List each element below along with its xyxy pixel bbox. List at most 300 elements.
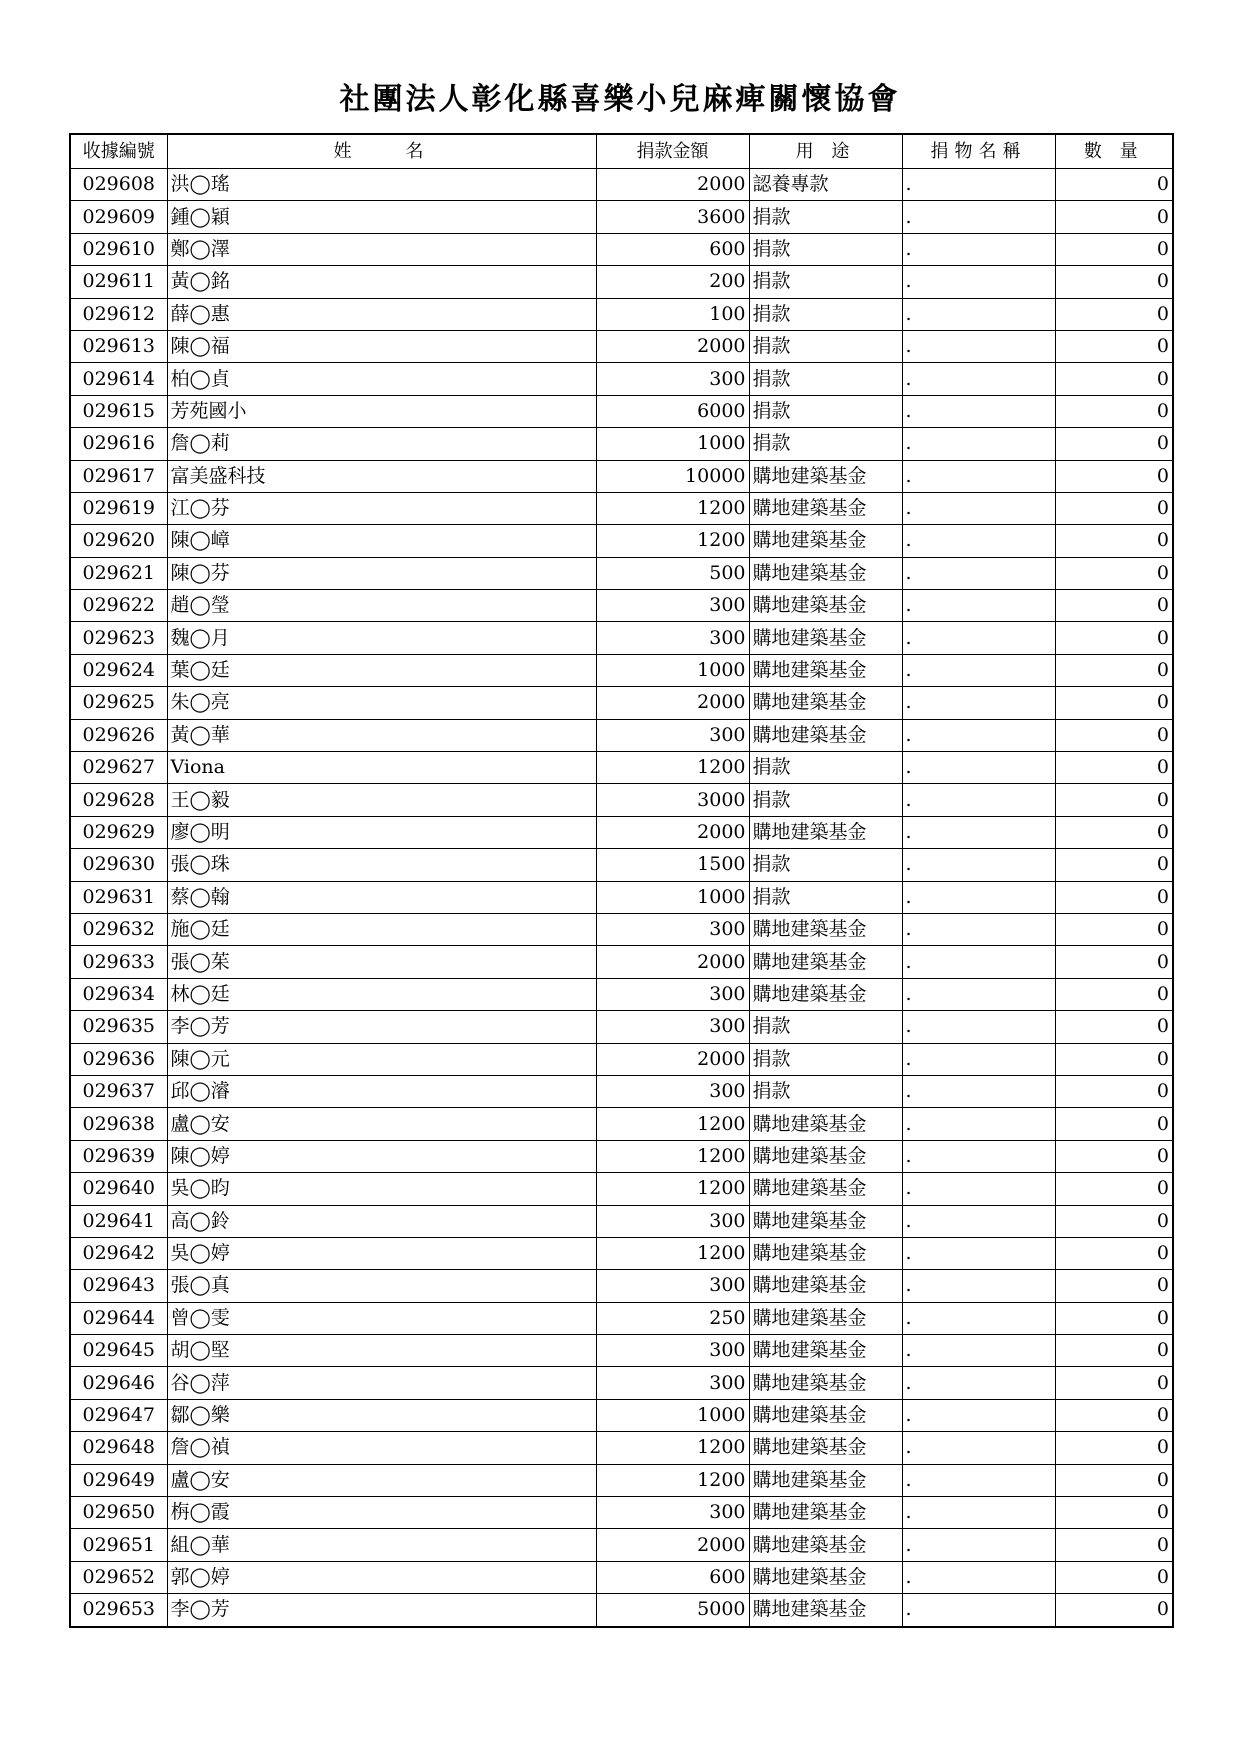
item-name-cell: . (902, 1011, 1055, 1043)
receipt-no-cell: 029646 (70, 1367, 167, 1399)
quantity-cell: 0 (1055, 784, 1173, 816)
quantity-cell: 0 (1055, 330, 1173, 362)
header-purpose: 用 途 (749, 134, 902, 169)
quantity-cell: 0 (1055, 525, 1173, 557)
quantity-cell: 0 (1055, 946, 1173, 978)
item-name-cell: . (902, 428, 1055, 460)
receipt-no-cell: 029629 (70, 816, 167, 848)
donor-name-cell: 王◯毅 (167, 784, 596, 816)
purpose-cell: 購地建築基金 (749, 492, 902, 524)
quantity-cell: 0 (1055, 913, 1173, 945)
amount-cell: 300 (596, 1270, 749, 1302)
receipt-no-cell: 029627 (70, 752, 167, 784)
header-item-name: 捐物名稱 (902, 134, 1055, 169)
table-row (70, 1367, 1173, 1399)
quantity-cell: 0 (1055, 233, 1173, 265)
quantity-cell: 0 (1055, 1464, 1173, 1496)
table-row (70, 1237, 1173, 1269)
purpose-cell: 購地建築基金 (749, 946, 902, 978)
item-name-cell: . (902, 363, 1055, 395)
receipt-no-cell: 029608 (70, 169, 167, 201)
donor-name-cell: 邱◯濬 (167, 1075, 596, 1107)
receipt-no-cell: 029626 (70, 719, 167, 751)
amount-cell: 300 (596, 1205, 749, 1237)
item-name-cell: . (902, 169, 1055, 201)
purpose-cell: 捐款 (749, 752, 902, 784)
donor-name-cell: 張◯珠 (167, 849, 596, 881)
donor-name-cell: 曾◯雯 (167, 1302, 596, 1334)
item-name-cell: . (902, 849, 1055, 881)
amount-cell: 300 (596, 590, 749, 622)
quantity-cell: 0 (1055, 590, 1173, 622)
item-name-cell: . (902, 1205, 1055, 1237)
quantity-cell: 0 (1055, 978, 1173, 1010)
purpose-cell: 購地建築基金 (749, 1302, 902, 1334)
receipt-no-cell: 029613 (70, 330, 167, 362)
amount-cell: 500 (596, 557, 749, 589)
item-name-cell: . (902, 1075, 1055, 1107)
item-name-cell: . (902, 266, 1055, 298)
receipt-no-cell: 029620 (70, 525, 167, 557)
table-row (70, 1529, 1173, 1561)
receipt-no-cell: 029648 (70, 1432, 167, 1464)
donor-name-cell: 黃◯華 (167, 719, 596, 751)
item-name-cell: . (902, 492, 1055, 524)
table-row (70, 978, 1173, 1010)
donor-name-cell: 張◯茱 (167, 946, 596, 978)
purpose-cell: 購地建築基金 (749, 1173, 902, 1205)
donor-name-cell: 吳◯昀 (167, 1173, 596, 1205)
amount-cell: 2000 (596, 1529, 749, 1561)
table-row (70, 1075, 1173, 1107)
table-row (70, 622, 1173, 654)
receipt-no-cell: 029609 (70, 201, 167, 233)
receipt-no-cell: 029652 (70, 1561, 167, 1593)
purpose-cell: 購地建築基金 (749, 1497, 902, 1529)
receipt-no-cell: 029621 (70, 557, 167, 589)
donor-name-cell: 陳◯婷 (167, 1140, 596, 1172)
item-name-cell: . (902, 687, 1055, 719)
item-name-cell: . (902, 1497, 1055, 1529)
quantity-cell: 0 (1055, 1205, 1173, 1237)
table-row (70, 525, 1173, 557)
header-name: 姓 名 (167, 134, 596, 169)
donor-name-cell: 盧◯安 (167, 1108, 596, 1140)
receipt-no-cell: 029612 (70, 298, 167, 330)
quantity-cell: 0 (1055, 1237, 1173, 1269)
item-name-cell: . (902, 1464, 1055, 1496)
donor-name-cell: 趙◯瑩 (167, 590, 596, 622)
table-row (70, 1108, 1173, 1140)
receipt-no-cell: 029641 (70, 1205, 167, 1237)
amount-cell: 600 (596, 1561, 749, 1593)
donor-name-cell: Viona (167, 752, 596, 784)
quantity-cell: 0 (1055, 298, 1173, 330)
document-title: 社團法人彰化縣喜樂小兒麻痺關懷協會 (339, 82, 901, 117)
table-row (70, 298, 1173, 330)
quantity-cell: 0 (1055, 1432, 1173, 1464)
table-row (70, 460, 1173, 492)
receipt-no-cell: 029651 (70, 1529, 167, 1561)
item-name-cell: . (902, 395, 1055, 427)
quantity-cell: 0 (1055, 492, 1173, 524)
item-name-cell: . (902, 1529, 1055, 1561)
item-name-cell: . (902, 590, 1055, 622)
table-row (70, 169, 1173, 201)
receipt-no-cell: 029647 (70, 1399, 167, 1431)
table-row (70, 201, 1173, 233)
donor-name-cell: 陳◯芬 (167, 557, 596, 589)
amount-cell: 1500 (596, 849, 749, 881)
quantity-cell: 0 (1055, 1140, 1173, 1172)
quantity-cell: 0 (1055, 395, 1173, 427)
amount-cell: 1200 (596, 492, 749, 524)
purpose-cell: 購地建築基金 (749, 1205, 902, 1237)
purpose-cell: 購地建築基金 (749, 978, 902, 1010)
receipt-no-cell: 029633 (70, 946, 167, 978)
table-row (70, 1497, 1173, 1529)
amount-cell: 250 (596, 1302, 749, 1334)
amount-cell: 5000 (596, 1594, 749, 1627)
item-name-cell: . (902, 557, 1055, 589)
donor-name-cell: 陳◯元 (167, 1043, 596, 1075)
purpose-cell: 捐款 (749, 266, 902, 298)
table-row (70, 1140, 1173, 1172)
donor-name-cell: 栴◯霞 (167, 1497, 596, 1529)
receipt-no-cell: 029635 (70, 1011, 167, 1043)
item-name-cell: . (902, 978, 1055, 1010)
item-name-cell: . (902, 1367, 1055, 1399)
donor-name-cell: 張◯真 (167, 1270, 596, 1302)
donor-name-cell: 詹◯莉 (167, 428, 596, 460)
amount-cell: 100 (596, 298, 749, 330)
amount-cell: 300 (596, 1367, 749, 1399)
amount-cell: 10000 (596, 460, 749, 492)
amount-cell: 2000 (596, 946, 749, 978)
table-row (70, 881, 1173, 913)
table-header-row (70, 134, 1173, 169)
quantity-cell: 0 (1055, 622, 1173, 654)
quantity-cell: 0 (1055, 169, 1173, 201)
purpose-cell: 捐款 (749, 784, 902, 816)
purpose-cell: 捐款 (749, 1075, 902, 1107)
receipt-no-cell: 029653 (70, 1594, 167, 1627)
purpose-cell: 購地建築基金 (749, 719, 902, 751)
item-name-cell: . (902, 525, 1055, 557)
receipt-no-cell: 029636 (70, 1043, 167, 1075)
donor-name-cell: 李◯芳 (167, 1594, 596, 1627)
purpose-cell: 捐款 (749, 298, 902, 330)
header-amount: 捐款金額 (596, 134, 749, 169)
item-name-cell: . (902, 913, 1055, 945)
purpose-cell: 購地建築基金 (749, 590, 902, 622)
purpose-cell: 購地建築基金 (749, 1335, 902, 1367)
receipt-no-cell: 029622 (70, 590, 167, 622)
amount-cell: 300 (596, 1335, 749, 1367)
item-name-cell: . (902, 1043, 1055, 1075)
purpose-cell: 購地建築基金 (749, 1561, 902, 1593)
amount-cell: 1000 (596, 881, 749, 913)
purpose-cell: 購地建築基金 (749, 1140, 902, 1172)
table-row (70, 946, 1173, 978)
amount-cell: 6000 (596, 395, 749, 427)
table-row (70, 1205, 1173, 1237)
donor-name-cell: 吳◯婷 (167, 1237, 596, 1269)
table-row (70, 1043, 1173, 1075)
quantity-cell: 0 (1055, 849, 1173, 881)
purpose-cell: 購地建築基金 (749, 654, 902, 686)
quantity-cell: 0 (1055, 816, 1173, 848)
amount-cell: 1200 (596, 1237, 749, 1269)
purpose-cell: 捐款 (749, 1011, 902, 1043)
item-name-cell: . (902, 233, 1055, 265)
donor-name-cell: 谷◯萍 (167, 1367, 596, 1399)
quantity-cell: 0 (1055, 1497, 1173, 1529)
purpose-cell: 購地建築基金 (749, 622, 902, 654)
amount-cell: 300 (596, 978, 749, 1010)
donor-name-cell: 朱◯亮 (167, 687, 596, 719)
table-row (70, 492, 1173, 524)
item-name-cell: . (902, 1237, 1055, 1269)
table-row (70, 719, 1173, 751)
amount-cell: 300 (596, 1075, 749, 1107)
receipt-no-cell: 029643 (70, 1270, 167, 1302)
purpose-cell: 購地建築基金 (749, 1367, 902, 1399)
quantity-cell: 0 (1055, 1173, 1173, 1205)
quantity-cell: 0 (1055, 1302, 1173, 1334)
receipt-no-cell: 029623 (70, 622, 167, 654)
donor-name-cell: 詹◯禎 (167, 1432, 596, 1464)
amount-cell: 3600 (596, 201, 749, 233)
donor-name-cell: 蔡◯翰 (167, 881, 596, 913)
purpose-cell: 捐款 (749, 330, 902, 362)
receipt-no-cell: 029649 (70, 1464, 167, 1496)
receipt-no-cell: 029645 (70, 1335, 167, 1367)
receipt-no-cell: 029639 (70, 1140, 167, 1172)
donor-name-cell: 葉◯廷 (167, 654, 596, 686)
quantity-cell: 0 (1055, 557, 1173, 589)
item-name-cell: . (902, 1594, 1055, 1627)
purpose-cell: 購地建築基金 (749, 557, 902, 589)
quantity-cell: 0 (1055, 1399, 1173, 1431)
purpose-cell: 購地建築基金 (749, 1529, 902, 1561)
item-name-cell: . (902, 1140, 1055, 1172)
purpose-cell: 購地建築基金 (749, 1399, 902, 1431)
donor-name-cell: 林◯廷 (167, 978, 596, 1010)
item-name-cell: . (902, 752, 1055, 784)
quantity-cell: 0 (1055, 1367, 1173, 1399)
purpose-cell: 捐款 (749, 849, 902, 881)
amount-cell: 1200 (596, 1432, 749, 1464)
quantity-cell: 0 (1055, 752, 1173, 784)
purpose-cell: 購地建築基金 (749, 1108, 902, 1140)
table-row (70, 654, 1173, 686)
quantity-cell: 0 (1055, 1011, 1173, 1043)
quantity-cell: 0 (1055, 1043, 1173, 1075)
donor-name-cell: 鄒◯樂 (167, 1399, 596, 1431)
amount-cell: 200 (596, 266, 749, 298)
header-quantity: 數 量 (1055, 134, 1173, 169)
quantity-cell: 0 (1055, 1270, 1173, 1302)
purpose-cell: 購地建築基金 (749, 816, 902, 848)
item-name-cell: . (902, 622, 1055, 654)
item-name-cell: . (902, 1335, 1055, 1367)
table-row (70, 557, 1173, 589)
quantity-cell: 0 (1055, 363, 1173, 395)
purpose-cell: 購地建築基金 (749, 525, 902, 557)
purpose-cell: 購地建築基金 (749, 1432, 902, 1464)
table-body (70, 169, 1173, 1627)
table-row (70, 1335, 1173, 1367)
quantity-cell: 0 (1055, 719, 1173, 751)
receipt-no-cell: 029634 (70, 978, 167, 1010)
donor-name-cell: 胡◯堅 (167, 1335, 596, 1367)
receipt-no-cell: 029630 (70, 849, 167, 881)
purpose-cell: 捐款 (749, 428, 902, 460)
item-name-cell: . (902, 460, 1055, 492)
item-name-cell: . (902, 1399, 1055, 1431)
table-row (70, 428, 1173, 460)
quantity-cell: 0 (1055, 654, 1173, 686)
purpose-cell: 認養專款 (749, 169, 902, 201)
quantity-cell: 0 (1055, 1108, 1173, 1140)
purpose-cell: 購地建築基金 (749, 1270, 902, 1302)
donor-name-cell: 黃◯銘 (167, 266, 596, 298)
amount-cell: 1200 (596, 1140, 749, 1172)
donor-name-cell: 鄭◯澤 (167, 233, 596, 265)
item-name-cell: . (902, 784, 1055, 816)
purpose-cell: 捐款 (749, 395, 902, 427)
receipt-no-cell: 029638 (70, 1108, 167, 1140)
quantity-cell: 0 (1055, 201, 1173, 233)
donor-name-cell: 鍾◯穎 (167, 201, 596, 233)
receipt-no-cell: 029642 (70, 1237, 167, 1269)
amount-cell: 1200 (596, 752, 749, 784)
quantity-cell: 0 (1055, 881, 1173, 913)
donation-table (69, 133, 1174, 1628)
item-name-cell: . (902, 330, 1055, 362)
table-row (70, 913, 1173, 945)
quantity-cell: 0 (1055, 1561, 1173, 1593)
table-row (70, 1561, 1173, 1593)
donor-name-cell: 廖◯明 (167, 816, 596, 848)
quantity-cell: 0 (1055, 428, 1173, 460)
donor-name-cell: 組◯華 (167, 1529, 596, 1561)
quantity-cell: 0 (1055, 1529, 1173, 1561)
quantity-cell: 0 (1055, 687, 1173, 719)
amount-cell: 3000 (596, 784, 749, 816)
table-row (70, 687, 1173, 719)
quantity-cell: 0 (1055, 1075, 1173, 1107)
item-name-cell: . (902, 881, 1055, 913)
receipt-no-cell: 029611 (70, 266, 167, 298)
table-row (70, 816, 1173, 848)
donor-name-cell: 魏◯月 (167, 622, 596, 654)
amount-cell: 2000 (596, 330, 749, 362)
donor-name-cell: 芳苑國小 (167, 395, 596, 427)
receipt-no-cell: 029650 (70, 1497, 167, 1529)
receipt-no-cell: 029617 (70, 460, 167, 492)
receipt-no-cell: 029637 (70, 1075, 167, 1107)
table-row (70, 233, 1173, 265)
amount-cell: 300 (596, 913, 749, 945)
amount-cell: 300 (596, 719, 749, 751)
amount-cell: 2000 (596, 816, 749, 848)
amount-cell: 1200 (596, 1464, 749, 1496)
receipt-no-cell: 029619 (70, 492, 167, 524)
table-row (70, 784, 1173, 816)
amount-cell: 300 (596, 1497, 749, 1529)
amount-cell: 300 (596, 1011, 749, 1043)
receipt-no-cell: 029614 (70, 363, 167, 395)
item-name-cell: . (902, 201, 1055, 233)
item-name-cell: . (902, 1302, 1055, 1334)
amount-cell: 2000 (596, 169, 749, 201)
receipt-no-cell: 029616 (70, 428, 167, 460)
table-row (70, 1011, 1173, 1043)
table-row (70, 395, 1173, 427)
amount-cell: 1200 (596, 1173, 749, 1205)
table-row (70, 1302, 1173, 1334)
item-name-cell: . (902, 1173, 1055, 1205)
item-name-cell: . (902, 1108, 1055, 1140)
donor-name-cell: 施◯廷 (167, 913, 596, 945)
amount-cell: 2000 (596, 1043, 749, 1075)
purpose-cell: 捐款 (749, 881, 902, 913)
quantity-cell: 0 (1055, 1335, 1173, 1367)
item-name-cell: . (902, 654, 1055, 686)
header-receipt-no: 收據編號 (70, 134, 167, 169)
amount-cell: 1200 (596, 525, 749, 557)
table-row (70, 1270, 1173, 1302)
purpose-cell: 購地建築基金 (749, 687, 902, 719)
receipt-no-cell: 029640 (70, 1173, 167, 1205)
donor-name-cell: 柏◯貞 (167, 363, 596, 395)
amount-cell: 1000 (596, 1399, 749, 1431)
donor-name-cell: 富美盛科技 (167, 460, 596, 492)
table-row (70, 1464, 1173, 1496)
item-name-cell: . (902, 298, 1055, 330)
amount-cell: 600 (596, 233, 749, 265)
amount-cell: 1000 (596, 428, 749, 460)
quantity-cell: 0 (1055, 1594, 1173, 1627)
table-row (70, 266, 1173, 298)
amount-cell: 2000 (596, 687, 749, 719)
table-row (70, 1594, 1173, 1627)
donor-name-cell: 薛◯惠 (167, 298, 596, 330)
receipt-no-cell: 029631 (70, 881, 167, 913)
item-name-cell: . (902, 946, 1055, 978)
donor-name-cell: 郭◯婷 (167, 1561, 596, 1593)
item-name-cell: . (902, 1270, 1055, 1302)
amount-cell: 300 (596, 363, 749, 395)
receipt-no-cell: 029610 (70, 233, 167, 265)
quantity-cell: 0 (1055, 460, 1173, 492)
receipt-no-cell: 029644 (70, 1302, 167, 1334)
amount-cell: 300 (596, 622, 749, 654)
purpose-cell: 購地建築基金 (749, 913, 902, 945)
amount-cell: 1000 (596, 654, 749, 686)
purpose-cell: 捐款 (749, 233, 902, 265)
table-row (70, 590, 1173, 622)
receipt-no-cell: 029628 (70, 784, 167, 816)
donor-name-cell: 李◯芳 (167, 1011, 596, 1043)
donor-name-cell: 陳◯嶂 (167, 525, 596, 557)
purpose-cell: 購地建築基金 (749, 460, 902, 492)
item-name-cell: . (902, 719, 1055, 751)
table-row (70, 1432, 1173, 1464)
item-name-cell: . (902, 816, 1055, 848)
